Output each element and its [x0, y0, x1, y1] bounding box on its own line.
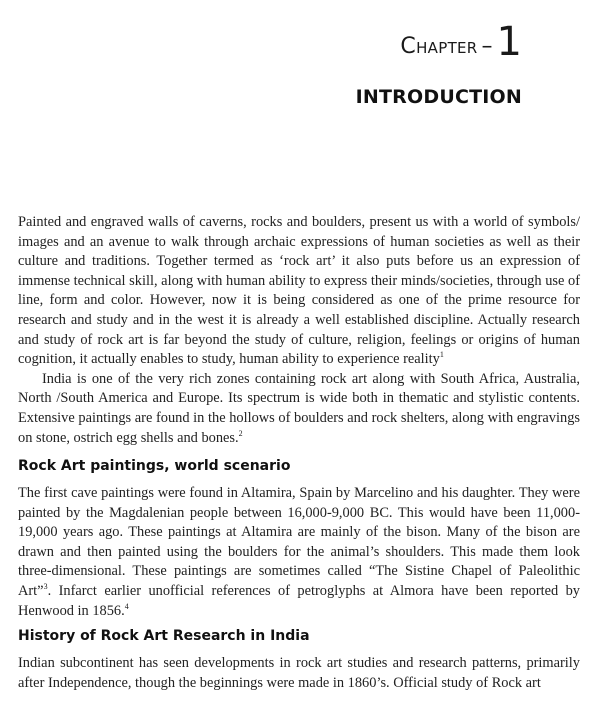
world-scenario-section — [18, 484, 580, 621]
world-scenario-text-b: . Infarct earlier unofficial references of petroglyphs at Almora have been reported by Henwood in 1856. — [18, 582, 580, 619]
footnote-ref-2: 2 — [238, 428, 243, 438]
chapter-dash: – — [481, 34, 493, 59]
chapter-label — [400, 19, 522, 65]
intro-section — [18, 213, 580, 448]
section-heading-world-scenario: Rock Art paintings, world scenario — [18, 458, 291, 474]
footnote-ref-4: 4 — [124, 601, 129, 611]
intro-paragraph-1-text: Painted and engraved walls of caverns, rocks and boulders, present us with a world of symbols/ images and an avenue to walk through archaic expressions of human societies as well as their culture and traditions. Together termed as ‘rock art’ it also puts before us an expression of immense technical skill, along with human ability to express their minds/societies, through use of line, form and color. However, now it is being considered as one of the prime resource for research and study and in the west it is already a well established discipline. Actually research and study of rock art is far beyond the study of culture, religion, feelings or origins of human cognition, it actually enables to study, human ability to experience reality — [18, 214, 580, 368]
intro-paragraph-2-text: India is one of the very rich zones containing rock art along with South Africa, Australia, North /South America and Europe. Its spectrum is wide both in thematic and stylistic contents. Extensive paintings are found in the hollows of boulders and rock shelters, along with engravings on stone, ostrich egg shells and bones. — [18, 370, 580, 446]
intro-paragraph-2 — [18, 370, 580, 448]
footnote-ref-1: 1 — [439, 350, 444, 360]
chapter-title: INTRODUCTION — [355, 86, 522, 108]
chapter-number: 1 — [496, 19, 522, 65]
footnote-ref-3: 3 — [43, 581, 48, 591]
world-scenario-paragraph — [18, 484, 580, 621]
history-india-section — [18, 654, 580, 693]
chapter-word: Chapter — [400, 34, 478, 59]
intro-paragraph-1 — [18, 213, 580, 370]
history-india-paragraph: Indian subcontinent has seen developments in rock art studies and research patterns, primarily after Independence, though the beginnings were made in 1860’s. Official study of Rock art — [18, 655, 580, 691]
section-heading-history-india: History of Rock Art Research in India — [18, 628, 310, 644]
world-scenario-text-a: The first cave paintings were found in Altamira, Spain by Marcelino and his daughter. They were painted by the Magdalenian people between 16,000-9,000 BC. This would have been 11,000-19,000 years ago. These paintings at Altamira are mainly of the bison. Many of the bison are drawn and then painted using the boulders for the animal’s shoulders. This made them look three-dimensional. These paintings are sometimes called “The Sistine Chapel of Paleolithic Art” — [18, 485, 580, 599]
